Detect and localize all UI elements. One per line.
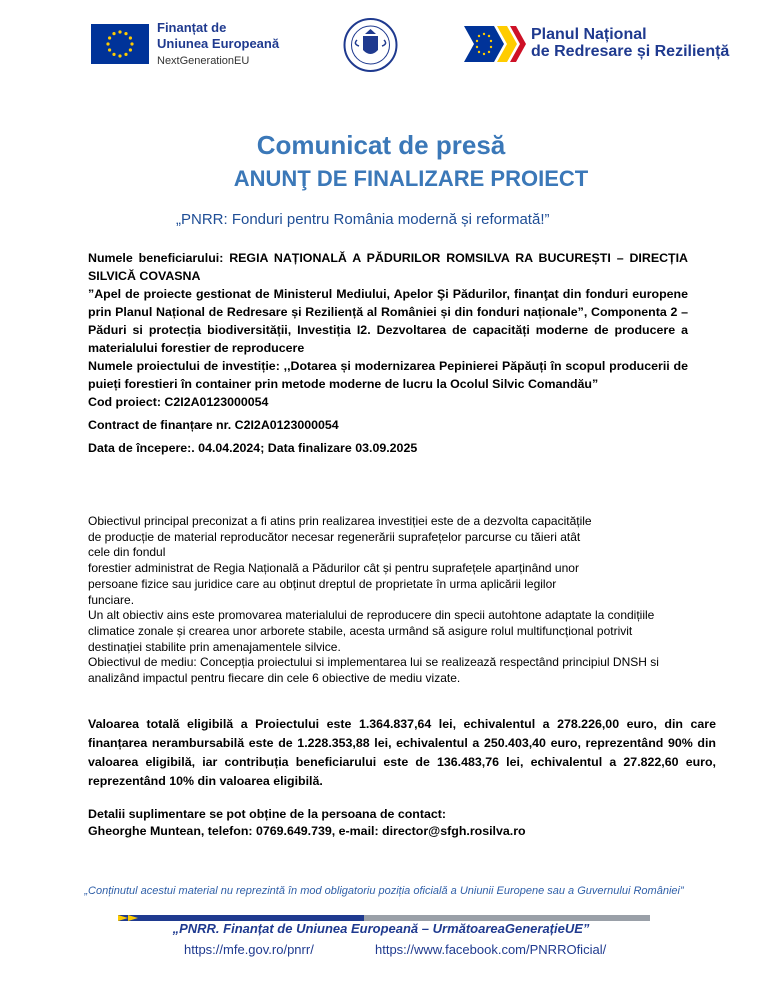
body-line: persoane fizice sau juridice care au obținut dreptul de proprietate în urma aplicării legilor — [88, 576, 557, 591]
project-value — [88, 715, 716, 791]
body-line: climatice zonale și crearea unor arborete stabile, acesta urmând să asigure rolul multifuncțional potrivit — [88, 623, 633, 638]
eu-flag-icon — [91, 24, 149, 64]
pnrr-logo-line2: de Redresare și Reziliență — [531, 43, 730, 60]
eu-funding-line2: Uniunea Europeană — [157, 36, 280, 51]
page-subtitle — [0, 166, 768, 192]
contact-intro: Detalii suplimentare se pot obține de la persoana de contact: — [88, 807, 447, 821]
body-line: cele din fondul — [88, 545, 166, 560]
pnrr-logo-line1: Planul Național — [531, 26, 647, 43]
romanian-government-crest-icon — [343, 16, 398, 74]
body-line: Obiectivul de mediu: Concepția proiectului si implementarea lui se realizează respectând principiul DNSH si — [88, 655, 659, 670]
body-line: funciare. — [88, 592, 135, 607]
pnrr-logo-icon — [464, 26, 526, 62]
beneficiary: Numele beneficiarului: REGIA NAȚIONALĂ A PĂDURILOR ROMSILVA RA BUCUREȘTI – DIRECȚIA SILVICĂ COVASNA — [88, 251, 688, 283]
footer-slogan-text: „PNRR. Finanțat de Uniunea Europeană – UrmătoareaGenerațieUE” — [172, 921, 590, 936]
funding-call: ”Apel de proiecte gestionat de Ministerul Mediului, Apelor Şi Pădurilor, finanţat din fonduri europene prin Planul Național de Redresare și Reziliență al României și din fonduri naționale”, Componenta 2 – Păduri si protecția biodiversității, Investiția I2. Dezvoltarea de capacități moderne de producere a materialului forestier de reproducere — [88, 287, 688, 355]
body-line: forestier administrat de Regia Națională a Pădurilor cât și pentru suprafețele aparținând unor — [88, 561, 579, 576]
body-line: analizând impactul pentru fiecare din cele 6 obiective de mediu vizate. — [88, 671, 461, 686]
project-info — [88, 249, 688, 457]
project-value-text: Valoarea totală eligibilă a Proiectului este 1.364.837,64 lei, echivalentul a 278.226,00 euro, din care finanțarea nerambursabilă este de 1.228.353,88 lei, echivalentul a 250.403,40 euro, reprezentând 90% din valoarea eligibilă, iar contribuția beneficiarului este de 136.483,76 lei, echivalentul a 27.822,60 euro, reprezentând 10% din valoarea eligibilă. — [88, 717, 716, 788]
project-dates: Data de începere:. 04.04.2024; Data finalizare 03.09.2025 — [88, 441, 418, 455]
contact-details — [88, 806, 526, 840]
disclaimer: „Conținutul acestui material nu reprezintă în mod obligatoriu poziția oficială a Uniunii Europene sau a Guvernului României” — [84, 885, 684, 897]
project-code: Cod proiect: C2I2A0123000054 — [88, 395, 269, 409]
page-title-text: Comunicat de presă — [256, 130, 506, 160]
project-name: Numele proiectului de investiție: ,,Dotarea și modernizarea Pepinierei Păpăuți în scopul producerii de puieți forestieri în container prin metode moderne de lucru la Ocolul Silvic Comandău” — [88, 359, 688, 391]
footer-divider — [118, 908, 650, 914]
pnrr-logo-text — [531, 26, 729, 60]
eu-funding-line3: NextGenerationEU — [157, 55, 250, 67]
body-line: destinației stabilite prin amenajamentele silvice. — [88, 639, 341, 654]
body-line: de producție de material reproducător necesar regenerării suprafețelor parcurse cu tăieri atât — [88, 529, 581, 544]
mfe-link[interactable]: https://mfe.gov.ro/pnrr/ — [184, 942, 314, 957]
slogan: „PNRR: Fonduri pentru România modernă și reformată!” — [176, 211, 550, 228]
eu-funding-text — [157, 20, 279, 69]
body-line: Un alt obiectiv ains este promovarea materialului de reproducere din specii autohtone adaptate la condițiile — [88, 608, 655, 623]
body-line: Obiectivul principal preconizat a fi atins prin realizarea investiției este de a dezvolta capacitățile — [88, 514, 592, 528]
facebook-link[interactable]: https://www.facebook.com/PNRROficial/ — [375, 942, 607, 957]
objectives-text — [88, 514, 688, 687]
contact-person: Gheorghe Muntean, telefon: 0769.649.739, e-mail: director@sfgh.rosilva.ro — [88, 824, 526, 838]
footer-slogan — [0, 921, 768, 936]
contract-number: Contract de finanțare nr. C2I2A0123000054 — [88, 418, 339, 432]
eu-funding-line1: Finanțat de — [157, 20, 227, 35]
page-title — [0, 130, 768, 161]
page-subtitle-text: ANUNŢ DE FINALIZARE PROIECT — [233, 166, 589, 191]
